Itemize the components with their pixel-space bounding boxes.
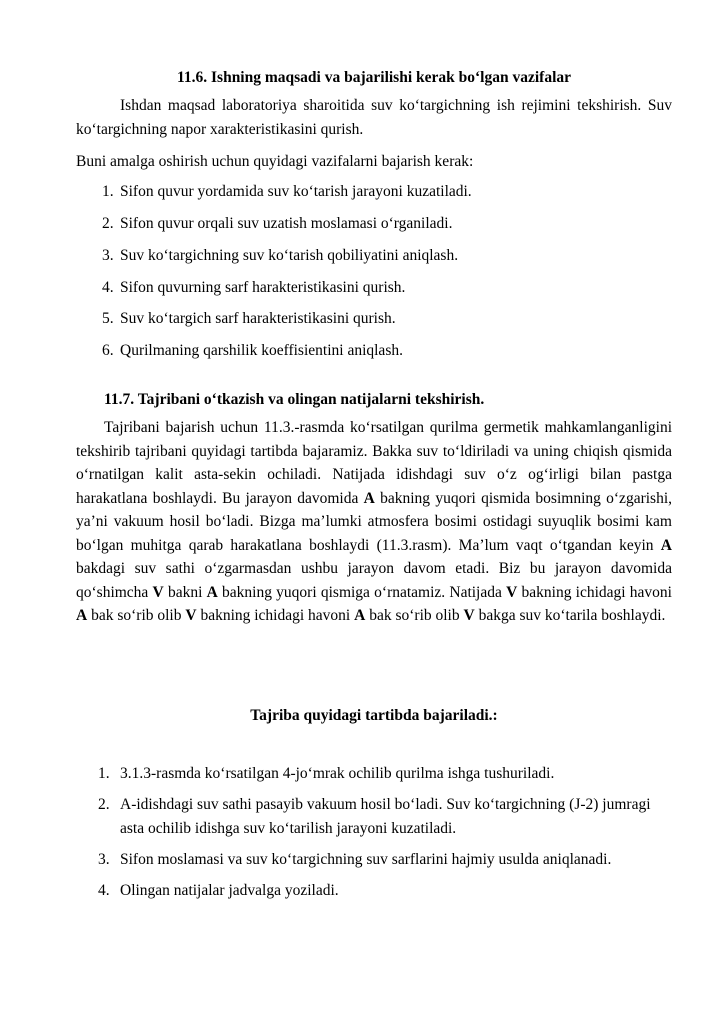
bold-label: A [660,536,672,554]
tasks-list [76,180,672,371]
tasks-intro: Buni amalga oshirish uchun quyidagi vazifalarni bajarish kerak: [76,153,474,170]
procedure-step-number: 3. [98,850,110,868]
task-item-number: 3. [102,246,114,264]
text-run: bak so‘rib olib [87,607,186,625]
procedure-step [76,848,672,872]
text-run: bakning ichidagi havoni [517,583,672,601]
task-item-number: 2. [102,214,114,232]
bold-label: A [363,489,375,507]
task-item [76,244,672,268]
procedure-step-number: 2. [98,796,110,814]
task-item-text: Sifon quvur yordamida suv ko‘tarish jarayoni kuzatiladi. [120,183,472,200]
task-item-text: Sifon quvur orqali suv uzatish moslamasi o‘rganiladi. [120,214,453,232]
text-run: bakning ichidagi havoni [196,607,355,625]
task-item-number: 6. [102,342,114,360]
procedure-step-number: 4. [98,881,110,899]
procedure-step [76,762,672,786]
text-run: Tajribani bajarish uchun 11.3.-rasmda ko‘rsatilgan qurilma germetik mahkamlanganligini tekshirib tajribani quyidagi tartibda bajaramiz. Bakka suv to‘ldiriladi va uning chiqish qismida o‘rnatilgan kalit asta-sekin ochiladi. Natijada idishdagi suv o‘z og‘irligi bilan pastga harakatlana boshlaydi. Bu jarayon davomida [76,419,672,507]
text-run: bak so‘rib olib [365,607,464,625]
procedure-step [76,793,672,840]
bold-label: A [76,607,88,625]
text-run: bakni [163,583,207,601]
task-item-text: Suv ko‘targich sarf harakteristikasini qurish. [120,310,396,328]
goal-paragraph: Ishdan maqsad laboratoriya sharoitida suv ko‘targichning ish rejimini tekshirish. Suv ko‘targichning napor xarakteristikasini qurish. [76,97,672,138]
task-item [76,180,672,204]
task-item [76,307,672,331]
text-run: bakning yuqori qismida bosimning o‘zgarishi, ya’ni vakuum hosil bo‘ladi. Bizga ma’lumki atmosfera bosimi ostidagi suyuqlik bosimi kam bo‘lgan muhitga qarab harakatlana boshlaydi (11.3.rasm). Ma’lum vaqt o‘tgandan keyin [76,489,672,554]
bold-label: V [506,583,518,601]
task-item-text: Sifon quvurning sarf harakteristikasini qurish. [120,278,406,296]
procedure-step-text: Sifon moslamasi va suv ko‘targichning suv sarflarini hajmiy usulda aniqlanadi. [120,850,612,868]
section-title-11-7: 11.7. Tajribani o‘tkazish va olingan natijalarni tekshirish. [104,391,485,408]
bold-label: A [354,607,366,625]
bold-label: V [463,607,475,625]
experiment-paragraph [76,416,672,628]
bold-label: V [185,607,197,625]
task-item-text: Qurilmaning qarshilik koeffisientini aniqlash. [120,342,403,360]
procedure-title: Tajriba quyidagi tartibda bajariladi.: [250,707,498,724]
procedure-step-text: 3.1.3-rasmda ko‘rsatilgan 4-jo‘mrak ochilib qurilma ishga tushuriladi. [120,765,555,782]
task-item [76,339,672,363]
text-run: bakga suv ko‘tarila boshlaydi. [474,607,666,625]
procedure-step-text: A-idishdagi suv sathi pasayib vakuum hosil bo‘ladi. Suv ko‘targichning (J-2) jumragi asta ochilib idishga suv ko‘tarilish jarayoni kuzatiladi. [120,796,651,837]
bold-label: A [206,583,218,601]
procedure-step-number: 1. [98,765,110,782]
task-item [76,276,672,300]
bold-label: V [152,583,164,601]
task-item-number: 1. [102,183,114,200]
text-run: bakdagi suv sathi o‘zgarmasdan ushbu jarayon davom etadi. Biz bu jarayon davomida qo‘shimcha [76,560,672,601]
text-run: bakning yuqori qismiga o‘rnatamiz. Natijada [217,583,507,601]
procedure-step [76,879,672,903]
procedure-step-text: Olingan natijalar jadvalga yoziladi. [120,881,339,899]
section-title-11-6: 11.6. Ishning maqsadi va bajarilishi kerak bo‘lgan vazifalar [176,69,572,86]
procedure-steps-list [76,762,672,910]
task-item-number: 4. [102,278,114,296]
task-item-text: Suv ko‘targichning suv ko‘tarish qobiliyatini aniqlash. [120,246,459,264]
task-item [76,212,672,236]
task-item-number: 5. [102,310,114,328]
